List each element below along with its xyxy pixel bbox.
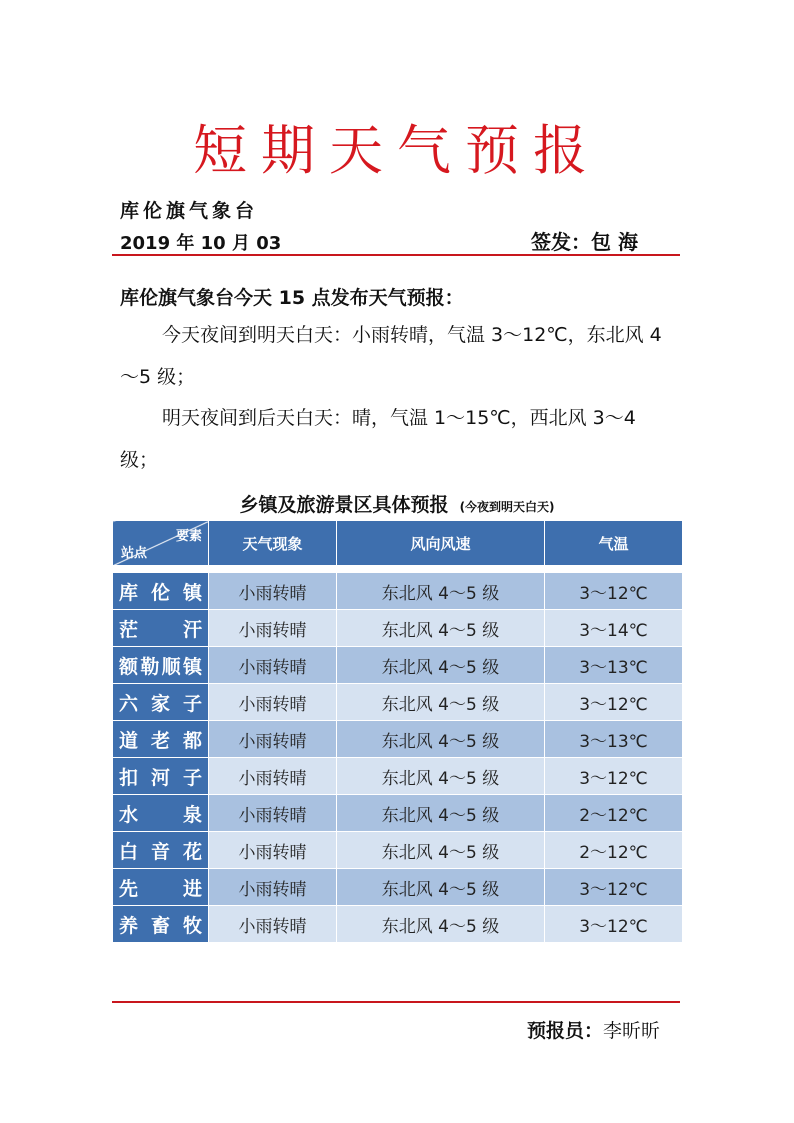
header-divider	[112, 254, 680, 256]
wind-cell: 东北风 4～5 级	[337, 832, 545, 869]
table-row	[113, 573, 683, 610]
forecast-tonight: 今天夜间到明天白天：小雨转晴，气温 3～12℃，东北风 4～5 级；	[120, 324, 662, 388]
station-cell	[113, 795, 209, 832]
table-row	[113, 869, 683, 906]
header-wind: 风向风速	[337, 521, 545, 566]
station-name: 扣河子	[119, 766, 202, 789]
wind-cell: 东北风 4～5 级	[337, 758, 545, 795]
wind-cell: 东北风 4～5 级	[337, 869, 545, 906]
station-forecast-table	[112, 520, 683, 943]
page-title: 短期天气预报	[193, 119, 601, 182]
wind-cell: 东北风 4～5 级	[337, 906, 545, 943]
corner-header	[113, 521, 209, 566]
station-cell	[113, 721, 209, 758]
wind-cell: 东北风 4～5 级	[337, 573, 545, 610]
corner-label-stations: 站点	[121, 546, 148, 561]
table-row	[113, 721, 683, 758]
header-temperature: 气温	[545, 521, 683, 566]
station-cell	[113, 573, 209, 610]
header-spacer	[113, 566, 683, 573]
weather-cell: 小雨转晴	[209, 795, 337, 832]
station-name: 先进	[119, 877, 202, 900]
temperature-cell: 3～12℃	[545, 684, 683, 721]
station-cell	[113, 610, 209, 647]
weather-cell: 小雨转晴	[209, 610, 337, 647]
forecaster-label: 预报员：	[527, 1020, 604, 1042]
table-row	[113, 795, 683, 832]
forecaster	[527, 1016, 660, 1043]
station-name: 六家子	[119, 692, 202, 715]
forecast-tomorrow-night: 明天夜间到后天白天：晴，气温 1～15℃，西北风 3～4 级；	[120, 407, 636, 471]
temperature-cell: 2～12℃	[545, 795, 683, 832]
table-title: 乡镇及旅游景区具体预报	[239, 494, 449, 516]
weather-cell: 小雨转晴	[209, 832, 337, 869]
table-row	[113, 906, 683, 943]
station-name: 额勒顺镇	[119, 655, 202, 678]
weather-cell: 小雨转晴	[209, 721, 337, 758]
wind-cell: 东北风 4～5 级	[337, 795, 545, 832]
temperature-cell: 3～12℃	[545, 758, 683, 795]
issue-date: 2019 年 10 月 03	[120, 233, 282, 254]
table-row	[113, 610, 683, 647]
weather-cell: 小雨转晴	[209, 906, 337, 943]
forecaster-name: 李昕昕	[603, 1020, 661, 1042]
temperature-cell: 3～13℃	[545, 647, 683, 684]
wind-cell: 东北风 4～5 级	[337, 684, 545, 721]
temperature-cell: 3～12℃	[545, 573, 683, 610]
station-name: 库伦镇	[119, 581, 202, 604]
table-note: (今夜到明天白天)	[459, 500, 555, 514]
station-cell	[113, 869, 209, 906]
station-cell	[113, 647, 209, 684]
footer-divider	[112, 1001, 680, 1003]
station-cell	[113, 906, 209, 943]
weather-cell: 小雨转晴	[209, 573, 337, 610]
station-name: 茫汗	[119, 618, 202, 641]
header-weather: 天气现象	[209, 521, 337, 566]
wind-cell: 东北风 4～5 级	[337, 721, 545, 758]
weather-cell: 小雨转晴	[209, 758, 337, 795]
temperature-cell: 3～12℃	[545, 869, 683, 906]
temperature-cell: 2～12℃	[545, 832, 683, 869]
table-caption	[0, 490, 794, 517]
issuer-signoff: 签发：包 海	[531, 230, 638, 254]
station-name: 白音花	[119, 840, 202, 863]
table-row	[113, 647, 683, 684]
table-row	[113, 832, 683, 869]
corner-label-elements: 要素	[175, 529, 202, 544]
table-row	[113, 684, 683, 721]
weather-cell: 小雨转晴	[209, 647, 337, 684]
temperature-cell: 3～13℃	[545, 721, 683, 758]
table-body	[113, 573, 683, 943]
station-name: 养畜牧	[119, 914, 202, 937]
station-cell	[113, 758, 209, 795]
temperature-cell: 3～14℃	[545, 610, 683, 647]
issuing-organization: 库伦旗气象台	[120, 200, 259, 222]
wind-cell: 东北风 4～5 级	[337, 647, 545, 684]
station-name: 水泉	[119, 803, 202, 826]
weather-cell: 小雨转晴	[209, 684, 337, 721]
station-cell	[113, 832, 209, 869]
station-cell	[113, 684, 209, 721]
temperature-cell: 3～12℃	[545, 906, 683, 943]
forecast-lead: 库伦旗气象台今天 15 点发布天气预报：	[120, 287, 464, 309]
wind-cell: 东北风 4～5 级	[337, 610, 545, 647]
weather-cell: 小雨转晴	[209, 869, 337, 906]
table-header-row	[113, 521, 683, 566]
table-row	[113, 758, 683, 795]
station-name: 道老都	[119, 729, 202, 752]
